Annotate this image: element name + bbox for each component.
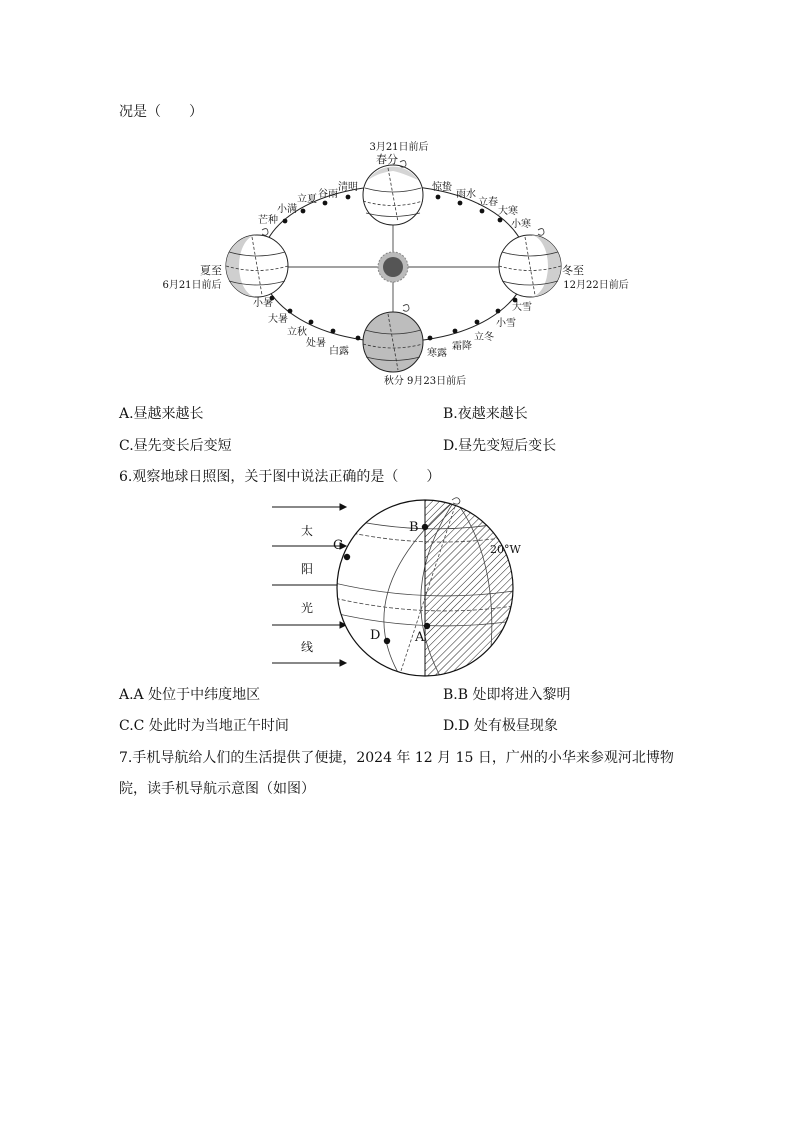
svg-text:小暑: 小暑 — [253, 298, 273, 309]
svg-text:A: A — [415, 630, 425, 645]
svg-text:线: 线 — [301, 640, 314, 654]
autumn-label: 秋分 9月23日前后 — [383, 376, 467, 387]
sun-icon — [378, 252, 408, 282]
q6-option-c[interactable]: C.C 处此时为当地正午时间 — [119, 718, 289, 734]
svg-text:寒露: 寒露 — [427, 348, 447, 359]
globe — [330, 495, 520, 680]
svg-text:光: 光 — [301, 601, 314, 615]
illumination-diagram — [265, 490, 525, 680]
svg-text:阳: 阳 — [301, 562, 314, 576]
earth-summer-solstice — [226, 229, 288, 297]
svg-text:大暑: 大暑 — [268, 314, 288, 325]
point-b — [422, 524, 428, 530]
q6-option-d[interactable]: D.D 处有极昼现象 — [443, 718, 558, 734]
svg-text:谷雨: 谷雨 — [318, 189, 338, 200]
svg-text:小雪: 小雪 — [496, 318, 516, 329]
spring-name-label: 春分 — [376, 153, 398, 166]
svg-text:立春: 立春 — [478, 197, 498, 208]
rotation-arrow-icon — [452, 498, 460, 504]
svg-text:惊蛰: 惊蛰 — [432, 182, 452, 193]
svg-text:立冬: 立冬 — [474, 332, 494, 343]
svg-text:立夏: 立夏 — [297, 194, 317, 205]
svg-text:白露: 白露 — [329, 346, 349, 357]
q7-stem-line1: 7.手机导航给人们的生活提供了便捷，2024 年 12 月 15 日，广州的小华来参观河北博物 — [119, 750, 674, 766]
q5-option-b[interactable]: B.夜越来越长 — [443, 406, 528, 422]
point-a — [424, 623, 430, 629]
orbit-diagram — [150, 135, 640, 390]
svg-text:D: D — [370, 628, 381, 643]
svg-text:清明: 清明 — [338, 182, 358, 193]
q5-stem-tail: 况是（ ） — [119, 104, 203, 120]
svg-text:霜降: 霜降 — [452, 341, 472, 352]
svg-text:大寒: 大寒 — [498, 206, 518, 217]
svg-text:小满: 小满 — [277, 204, 297, 215]
point-d — [384, 638, 390, 644]
q5-option-c[interactable]: C.昼先变长后变短 — [119, 438, 232, 454]
svg-text:B: B — [409, 520, 419, 535]
q5-option-a[interactable]: A.昼越来越长 — [119, 406, 204, 422]
svg-text:芒种: 芒种 — [258, 215, 278, 226]
svg-text:大雪: 大雪 — [512, 302, 532, 313]
earth-winter-solstice — [499, 229, 561, 297]
earth-spring-equinox — [363, 161, 423, 225]
q7-stem-line2: 院，读手机导航示意图（如图） — [119, 781, 315, 797]
summer-name-label: 夏至 — [200, 264, 222, 277]
svg-text:C: C — [333, 538, 343, 553]
q5-option-d[interactable]: D.昼先变短后变长 — [443, 438, 557, 454]
winter-name-label: 冬至 — [562, 264, 584, 277]
meridian-label: 20°W — [490, 543, 521, 556]
earth-autumn-equinox — [363, 305, 423, 372]
summer-date-label: 6月21日前后 — [162, 280, 222, 291]
svg-text:立秋: 立秋 — [287, 327, 307, 338]
sunlight-label — [301, 523, 313, 654]
svg-text:太: 太 — [301, 524, 314, 538]
point-c — [344, 554, 350, 560]
svg-text:处暑: 处暑 — [306, 338, 326, 349]
svg-text:小寒: 小寒 — [511, 219, 531, 230]
svg-text:雨水: 雨水 — [456, 189, 476, 200]
spring-date-label: 3月21日前后 — [369, 142, 429, 153]
q6-option-b[interactable]: B.B 处即将进入黎明 — [443, 687, 571, 703]
q6-stem: 6.观察地球日照图，关于图中说法正确的是（ ） — [119, 469, 441, 485]
winter-date-label: 12月22日前后 — [563, 280, 629, 291]
q6-option-a[interactable]: A.A 处位于中纬度地区 — [119, 687, 261, 703]
